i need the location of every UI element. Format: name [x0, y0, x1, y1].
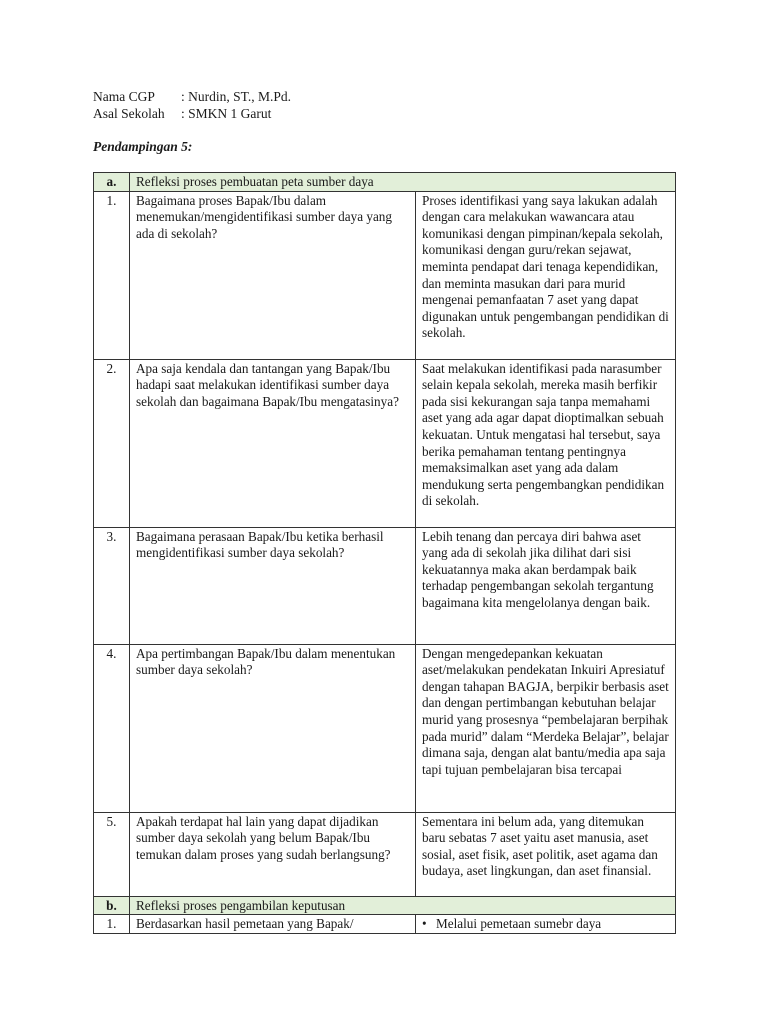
answer-cell: Sementara ini belum ada, yang ditemukan baru sebatas 7 aset yaitu aset manusia, aset sosial, aset fisik, aset politik, aset agama dan budaya, aset lingkungan, dan aset finansial.: [416, 812, 676, 896]
reflection-table: [93, 172, 676, 934]
table-row: [94, 359, 676, 527]
question-cell: Apa pertimbangan Bapak/Ibu dalam menentukan sumber daya sekolah?: [130, 644, 416, 812]
row-number: 1.: [94, 191, 130, 359]
asal-value: : SMKN 1 Garut: [181, 106, 272, 121]
nama-row: [93, 88, 291, 105]
section-subtitle: Pendampingan 5:: [93, 139, 193, 154]
asal-row: [93, 105, 291, 122]
table-row: [94, 191, 676, 359]
section-a-number: a.: [94, 173, 130, 192]
row-number: 4.: [94, 644, 130, 812]
answer-cell: Proses identifikasi yang saya lakukan adalah dengan cara melakukan wawancara atau komunikasi dengan pimpinan/kepala sekolah, komunikasi dengan guru/rekan sejawat, meminta pendapat dari tenaga kependidikan, dan meminta masukan dari para murid mengenai pemanfaatan 7 aset yang dapat digunakan untuk pengembangan pendidikan di sekolah.: [416, 191, 676, 359]
nama-label: Nama CGP: [93, 89, 155, 104]
identity-header: [93, 88, 291, 122]
question-cell: Bagaimana proses Bapak/Ibu dalam menemukan/mengidentifikasi sumber daya yang ada di sekolah?: [130, 191, 416, 359]
row-number: 5.: [94, 812, 130, 896]
asal-label: Asal Sekolah: [93, 106, 165, 121]
section-b-row: [94, 896, 676, 915]
table-row: [94, 527, 676, 644]
row-number: 1.: [94, 915, 130, 934]
bullet-item: [422, 916, 669, 933]
answer-cell: [416, 915, 676, 934]
table-row: [94, 812, 676, 896]
section-b-title: Refleksi proses pengambilan keputusan: [130, 896, 676, 915]
answer-cell: Saat melakukan identifikasi pada narasumber selain kepala sekolah, mereka masih berfikir pada sisi kekurangan saja tanpa memahami aset yang ada agar dapat dioptimalkan sebuah kekuatan. Untuk mengatasi hal tersebut, saya berika pemahaman tentang pentingnya memaksimalkan aset yang ada dalam mendukung serta pengembangkan pendidikan di sekolah.: [416, 359, 676, 527]
bullet-icon: •: [422, 916, 427, 932]
section-a-title: Refleksi proses pembuatan peta sumber daya: [130, 173, 676, 192]
table-row: [94, 915, 676, 934]
section-b-number: b.: [94, 896, 130, 915]
table-row: [94, 644, 676, 812]
answer-cell: Lebih tenang dan percaya diri bahwa aset yang ada di sekolah jika dilihat dari sisi kekuatannya maka akan berdampak baik terhadap pengembangan sekolah tergantung bagaimana kita mengelolanya dengan baik.: [416, 527, 676, 644]
question-cell: Berdasarkan hasil pemetaan yang Bapak/: [130, 915, 416, 934]
question-cell: Apa saja kendala dan tantangan yang Bapak/Ibu hadapi saat melakukan identifikasi sumber daya sekolah dan bagaimana Bapak/Ibu mengatasinya?: [130, 359, 416, 527]
nama-value: : Nurdin, ST., M.Pd.: [181, 89, 292, 104]
question-cell: Apakah terdapat hal lain yang dapat dijadikan sumber daya sekolah yang belum Bapak/Ibu temukan dalam proses yang sudah berlangsung?: [130, 812, 416, 896]
bullet-text: Melalui pemetaan sumebr daya: [436, 916, 602, 932]
section-a-row: [94, 173, 676, 192]
row-number: 3.: [94, 527, 130, 644]
row-number: 2.: [94, 359, 130, 527]
question-cell: Bagaimana perasaan Bapak/Ibu ketika berhasil mengidentifikasi sumber daya sekolah?: [130, 527, 416, 644]
answer-cell: Dengan mengedepankan kekuatan aset/melakukan pendekatan Inkuiri Apresiatuf dengan tahapan BAGJA, berpikir berbasis aset dan dengan pertimbangan kebutuhan belajar murid yang prosesnya “pembelajaran berpihak pada murid” dalam “Merdeka Belajar”, belajar dimana saja, dengan alat bantu/media apa saja tapi tujuan pembelajaran bisa tercapai: [416, 644, 676, 812]
